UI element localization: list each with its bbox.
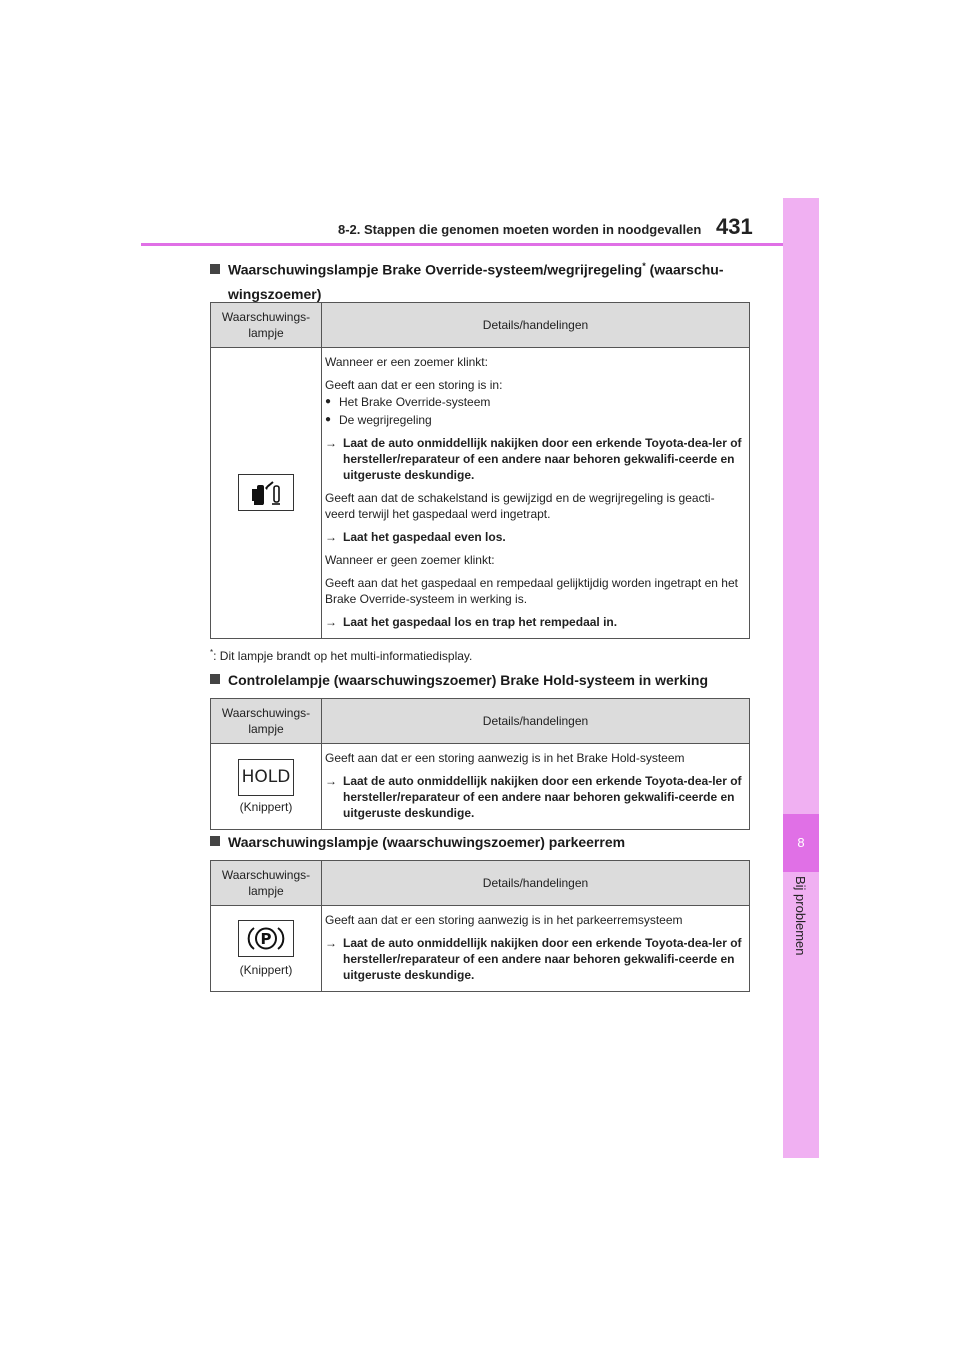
header-rule	[141, 243, 783, 246]
bullet-item: ● Het Brake Override-systeem	[325, 394, 743, 410]
details-text: Wanneer er geen zoemer klinkt:	[325, 553, 495, 567]
details-text: Geeft aan dat er een storing aanwezig is in het parkeerremsysteem	[325, 913, 683, 927]
action-item: → Laat de auto onmiddellijk nakijken door een erkende Toyota-dea-ler of hersteller/reparateur of een andere naar behoren gekwalifi-ceerde en uitgeruste deskundige.	[325, 774, 742, 820]
table-brake-hold	[210, 698, 750, 830]
blinking-label: (Knippert)	[239, 963, 293, 977]
section-title-brake-hold: Controlelampje (waarschuwingszoemer) Brake Hold-systeem in werking	[210, 668, 708, 692]
lamp-cell	[211, 348, 322, 639]
table-header-row	[211, 303, 750, 348]
chapter-label: Bij problemen	[793, 876, 808, 956]
section-square-icon	[210, 264, 220, 274]
bullet-item: ● De wegrijregeling	[325, 412, 743, 428]
details-cell	[322, 906, 750, 992]
page-number: 431	[716, 214, 753, 239]
col-header-lamp: Waarschuwings- lampje	[211, 699, 322, 744]
table-header-row	[211, 699, 750, 744]
blinking-label: (Knippert)	[239, 800, 293, 814]
action-item: → Laat de auto onmiddellijk nakijken door een erkende Toyota-dea-ler of hersteller/reparateur of een andere naar behoren gekwalifi-ceerde en uitgeruste deskundige.	[325, 436, 742, 482]
table-parking-brake	[210, 860, 750, 992]
col-header-details: Details/handelingen	[322, 699, 750, 744]
details-text: Geeft aan dat er een storing is in:	[325, 378, 503, 392]
section-square-icon	[210, 674, 220, 684]
table-brake-override	[210, 302, 750, 639]
details-text: Geeft aan dat de schakelstand is gewijzigd en de wegrijregeling is geacti-veerd terwijl het gaspedaal werd ingetrapt.	[325, 491, 715, 521]
parking-brake-letter: P	[260, 930, 272, 948]
section-header: 8-2. Stappen die genomen moeten worden in noodgevallen	[338, 222, 702, 237]
parking-brake-icon	[238, 920, 294, 957]
footnote: *: Dit lampje brandt op het multi-informatiedisplay.	[210, 648, 473, 663]
col-header-details: Details/handelingen	[322, 861, 750, 906]
chapter-number-tab: 8	[783, 814, 819, 872]
section-square-icon	[210, 836, 220, 846]
details-text: Wanneer er een zoemer klinkt:	[325, 355, 488, 369]
table-row	[211, 744, 750, 830]
action-item: → Laat het gaspedaal los en trap het rempedaal in.	[325, 615, 618, 629]
details-cell	[322, 348, 750, 639]
brake-override-icon	[238, 474, 294, 511]
col-header-details: Details/handelingen	[322, 303, 750, 348]
col-header-lamp: Waarschuwings- lampje	[211, 303, 322, 348]
details-cell	[322, 744, 750, 830]
side-tab-strip	[783, 198, 819, 1158]
arrow-icon: →	[325, 936, 337, 950]
section-title-brake-override: Waarschuwingslampje Brake Override-systeem/wegrijregeling* (waarschu- wingszoemer)	[210, 254, 724, 306]
action-item: → Laat het gaspedaal even los.	[325, 530, 506, 544]
section-title-parking-brake: Waarschuwingslampje (waarschuwingszoemer) parkeerrem	[210, 830, 625, 854]
table-header-row	[211, 861, 750, 906]
table-row	[211, 348, 750, 639]
col-header-lamp: Waarschuwings- lampje	[211, 861, 322, 906]
hold-icon: HOLD	[238, 759, 294, 796]
action-item: → Laat de auto onmiddellijk nakijken door een erkende Toyota-dea-ler of hersteller/reparateur of een andere naar behoren gekwalifi-ceerde en uitgeruste deskundige.	[325, 936, 742, 982]
details-text: Geeft aan dat er een storing aanwezig is in het Brake Hold-systeem	[325, 751, 685, 765]
lamp-cell	[211, 744, 322, 830]
arrow-icon: →	[325, 436, 337, 450]
lamp-cell	[211, 906, 322, 992]
arrow-icon: →	[325, 615, 337, 629]
arrow-icon: →	[325, 530, 337, 544]
details-text: Geeft aan dat het gaspedaal en rempedaal gelijktijdig worden ingetrapt en het Brake Override-systeem in werking is.	[325, 576, 738, 606]
arrow-icon: →	[325, 774, 337, 788]
table-row	[211, 906, 750, 992]
chapter-label-tab	[783, 876, 819, 996]
